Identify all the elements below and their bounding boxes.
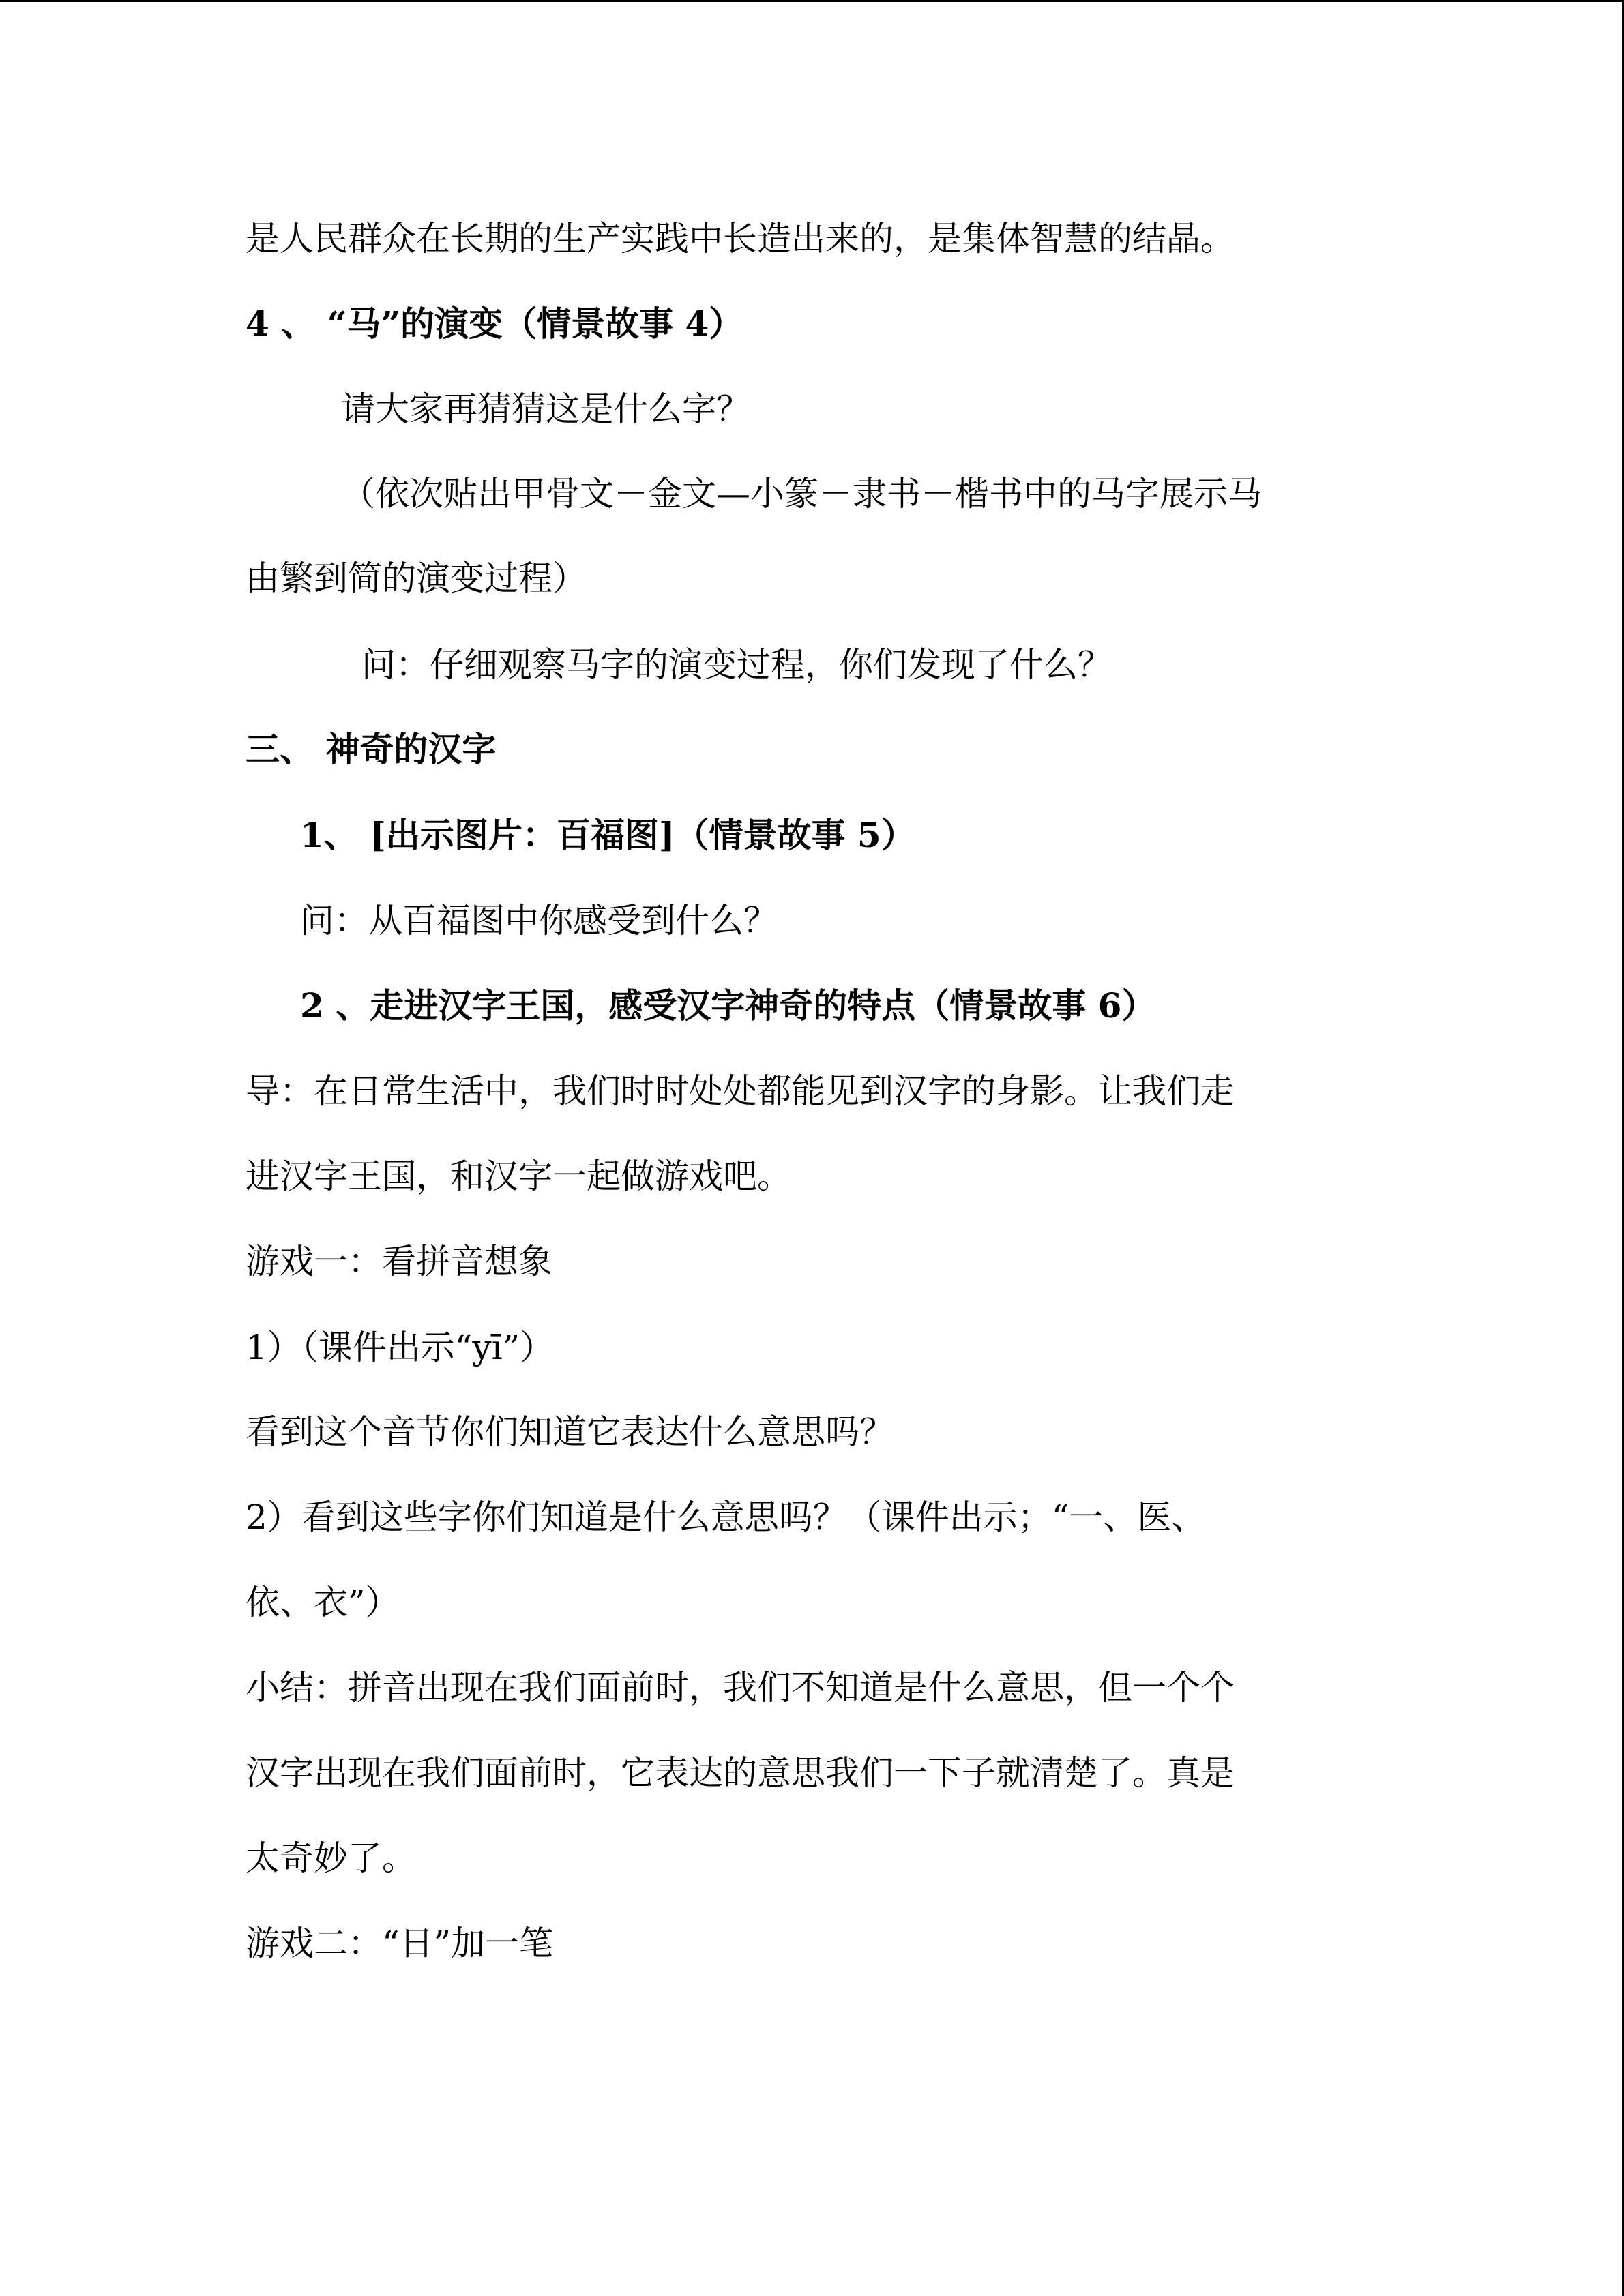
- subheading-baifu-picture: 1、 [出示图片：百福图]（情景故事 5）: [300, 815, 915, 855]
- heading-horse-evolution: 4 、 “马”的演变（情景故事 4）: [246, 303, 743, 344]
- question-observe-evolution: 问：仔细观察马字的演变过程，你们发现了什么？: [361, 645, 1112, 685]
- paragraph-intro-cont: 进汉字王国，和汉字一起做游戏吧。: [246, 1157, 791, 1196]
- page-border-top: [0, 0, 1624, 2]
- paragraph-line-1: 是人民群众在长期的生产实践中长造出来的，是集体智慧的结晶。: [246, 219, 1235, 258]
- paragraph-intro: 导：在日常生活中，我们时时处处都能见到汉字的身影。让我们走: [246, 1071, 1235, 1111]
- game-one-step-2: 2）看到这些字你们知道是什么意思吗？（课件出示；“一、医、: [246, 1497, 1206, 1537]
- paragraph-evolution-display: （依次贴出甲骨文－金文—小篆－隶书－楷书中的马字展示马: [341, 474, 1262, 513]
- subheading-character-kingdom: 2 、走进汉字王国，感受汉字神奇的特点（情景故事 6）: [300, 985, 1156, 1026]
- question-baifu-feeling: 问：从百福图中你感受到什么？: [300, 901, 778, 940]
- game-two-title: 游戏二：“日”加一笔: [246, 1924, 554, 1963]
- question-guess-character: 请大家再猜猜这是什么字？: [341, 389, 750, 429]
- game-one-step-2-cont: 依、衣”）: [246, 1583, 400, 1622]
- game-one-question-1: 看到这个音节你们知道它表达什么意思吗？: [246, 1412, 894, 1452]
- summary-line-2: 汉字出现在我们面前时，它表达的意思我们一下子就清楚了。真是: [246, 1753, 1235, 1793]
- summary-line-3: 太奇妙了。: [246, 1838, 416, 1878]
- paragraph-evolution-display-cont: 由繁到简的演变过程）: [246, 558, 587, 598]
- game-one-step-1: 1）（课件出示“yī”）: [246, 1328, 555, 1367]
- summary-line-1: 小结：拼音出现在我们面前时，我们不知道是什么意思，但一个个: [246, 1668, 1235, 1708]
- section-heading-magic-characters: 三、 神奇的汉字: [246, 729, 497, 769]
- game-one-title: 游戏一：看拼音想象: [246, 1242, 552, 1281]
